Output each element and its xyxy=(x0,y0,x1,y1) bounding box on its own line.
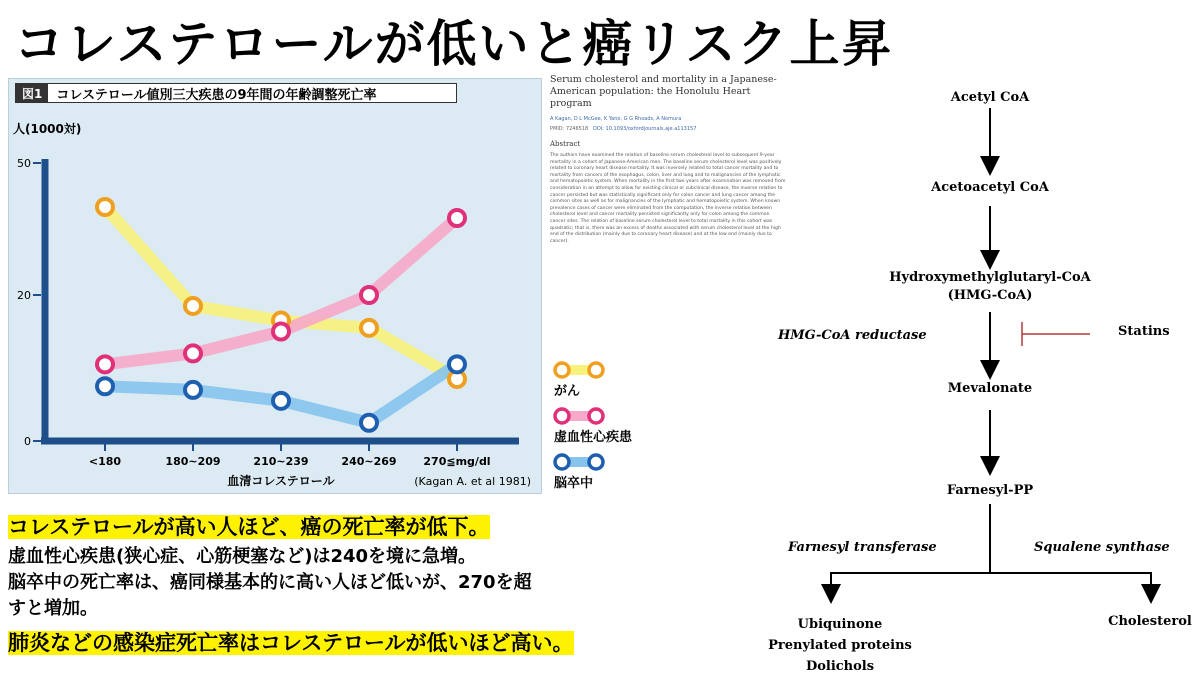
legend-item-0 xyxy=(548,360,658,406)
y-axis-label: 人(1000対) xyxy=(13,122,82,136)
data-point-series2-4 xyxy=(449,356,465,372)
data-point-series1-1 xyxy=(185,345,201,361)
mortality-chart-figure xyxy=(8,78,542,494)
legend-label: 脳卒中 xyxy=(554,476,594,491)
node-ubiquinone: Ubiquinone xyxy=(797,617,883,632)
label-statins: Statins xyxy=(1118,324,1170,339)
node-farnesyl-pp: Farnesyl-PP xyxy=(946,483,1034,498)
data-point-series1-3 xyxy=(361,287,377,303)
abstract-text: The authors have examined the relation of baseline serum cholesterol level to subsequent 9-year mortality in a cohort of Japanese-American men. The baseline serum cholesterol level was positively related to coronary heart disease mortality. It was inversely related to total cancer mortality and to mortality from cancers of the esophagus, colon, liver and lung and to malignancies of the lymphatic and hematopoietic system. When mortality in the first two years after examination was removed from consideration in an attempt to allow for existing clinical or subclinical disease, the inverse relation to cancer persisted but was statistically significant only for colon cancer and lung cancer among the common sites as well as for malignancies of the lymphatic and hematopoietic system. When known prevalence cases of cancer were eliminated from the computation, the inverse relation between cholesterol level and cancer mortality persisted significantly only for colon among the common cancer sites. The relation of baseline serum cholesterol level to total mortality in this cohort was quadratic; that is, there was an excess of deaths associated with serum cholesterol level at the high end of the distribution (mainly due to coronary heart disease) and at the low end (mainly due to cancer). xyxy=(550,153,786,244)
note-infection: 肺炎などの感染症死亡率はコレステロールが低いほど高い。 xyxy=(8,631,574,655)
node-hmg-coa-abbr: (HMG-CoA) xyxy=(947,288,1033,303)
data-point-series1-2 xyxy=(273,324,289,340)
mevalonate-pathway xyxy=(760,80,1200,675)
y-tick-label: 20 xyxy=(17,289,31,302)
chart-legend xyxy=(548,360,658,498)
y-tick-label: 50 xyxy=(17,157,31,170)
node-hmg-coa: Hydroxymethylglutaryl-CoA xyxy=(889,270,1091,285)
node-acetyl-coa: Acetyl CoA xyxy=(950,90,1030,105)
data-point-series2-0 xyxy=(97,378,113,394)
node-acetoacetyl-coa: Acetoacetyl CoA xyxy=(931,180,1049,195)
mortality-line-chart xyxy=(9,79,541,493)
data-point-series0-3 xyxy=(361,320,377,336)
legend-swatch xyxy=(548,452,618,472)
data-point-series1-4 xyxy=(449,210,465,226)
data-point-series0-1 xyxy=(185,298,201,314)
paper-abstract xyxy=(550,74,786,245)
enzyme-hmg-coa-reductase: HMG-CoA reductase xyxy=(778,328,927,343)
x-tick-label: <180 xyxy=(88,455,122,468)
x-tick-label: 240~269 xyxy=(341,455,397,468)
data-point-series2-2 xyxy=(273,393,289,409)
paper-pmid: PMID: 7246518 xyxy=(550,126,589,132)
node-dolichols: Dolichols xyxy=(805,659,875,674)
x-tick-label: 180~209 xyxy=(165,455,221,468)
legend-item-1 xyxy=(548,406,658,452)
node-mevalonate: Mevalonate xyxy=(947,381,1033,396)
paper-title: Serum cholesterol and mortality in a Japanese-American population: the Honolulu Heart program xyxy=(550,74,777,109)
enzyme-farnesyl-transferase: Farnesyl transferase xyxy=(788,540,937,555)
paper-doi-link[interactable]: DOI: 10.1093/oxfordjournals.aje.a113157 xyxy=(592,126,697,132)
figure-source: (Kagan A. et al 1981) xyxy=(414,475,531,488)
legend-label: がん xyxy=(554,384,581,399)
data-point-series2-3 xyxy=(361,415,377,431)
legend-swatch xyxy=(548,360,618,380)
pathway-arrows xyxy=(760,80,1200,675)
data-point-series2-1 xyxy=(185,382,201,398)
y-tick-label: 0 xyxy=(24,435,31,448)
figure-caption: コレステロール値別三大疾患の9年間の年齢調整死亡率 xyxy=(56,87,377,103)
x-tick-label: 210~239 xyxy=(253,455,309,468)
note-cancer: コレステロールが高い人ほど、癌の死亡率が低下。 xyxy=(8,515,490,539)
legend-label: 虚血性心疾患 xyxy=(554,430,633,445)
figure-number-badge: 図1 xyxy=(16,84,48,102)
page-title: コレステロールが低いと癌リスク上昇 xyxy=(14,15,894,73)
figure-header xyxy=(15,83,457,103)
data-point-series0-0 xyxy=(97,199,113,215)
legend-swatch xyxy=(548,406,618,426)
note-stroke-1: 脳卒中の死亡率は、癌同様基本的に高い人ほど低いが、270を超 xyxy=(8,572,532,593)
note-stroke-2: すと増加。 xyxy=(8,598,98,619)
data-point-series1-0 xyxy=(97,356,113,372)
paper-identifiers xyxy=(550,126,786,132)
paper-authors[interactable]: A Kagan, D L McGee, K Yano, G G Rhoads, A Nomura xyxy=(550,116,682,122)
x-axis-label: 血清コレステロール xyxy=(227,474,335,488)
node-ubiquinone-group xyxy=(760,614,920,677)
node-cholesterol: Cholesterol xyxy=(1108,614,1192,629)
node-prenylated-proteins: Prenylated proteins xyxy=(768,638,912,653)
abstract-heading: Abstract xyxy=(550,140,581,148)
enzyme-squalene-synthase: Squalene synthase xyxy=(1034,540,1170,555)
legend-item-2 xyxy=(548,452,658,498)
summary-notes xyxy=(8,512,708,660)
note-heart-disease: 虚血性心疾患(狭心症、心筋梗塞など)は240を境に急増。 xyxy=(8,546,477,567)
x-tick-label: 270≦mg/dl xyxy=(423,455,491,468)
